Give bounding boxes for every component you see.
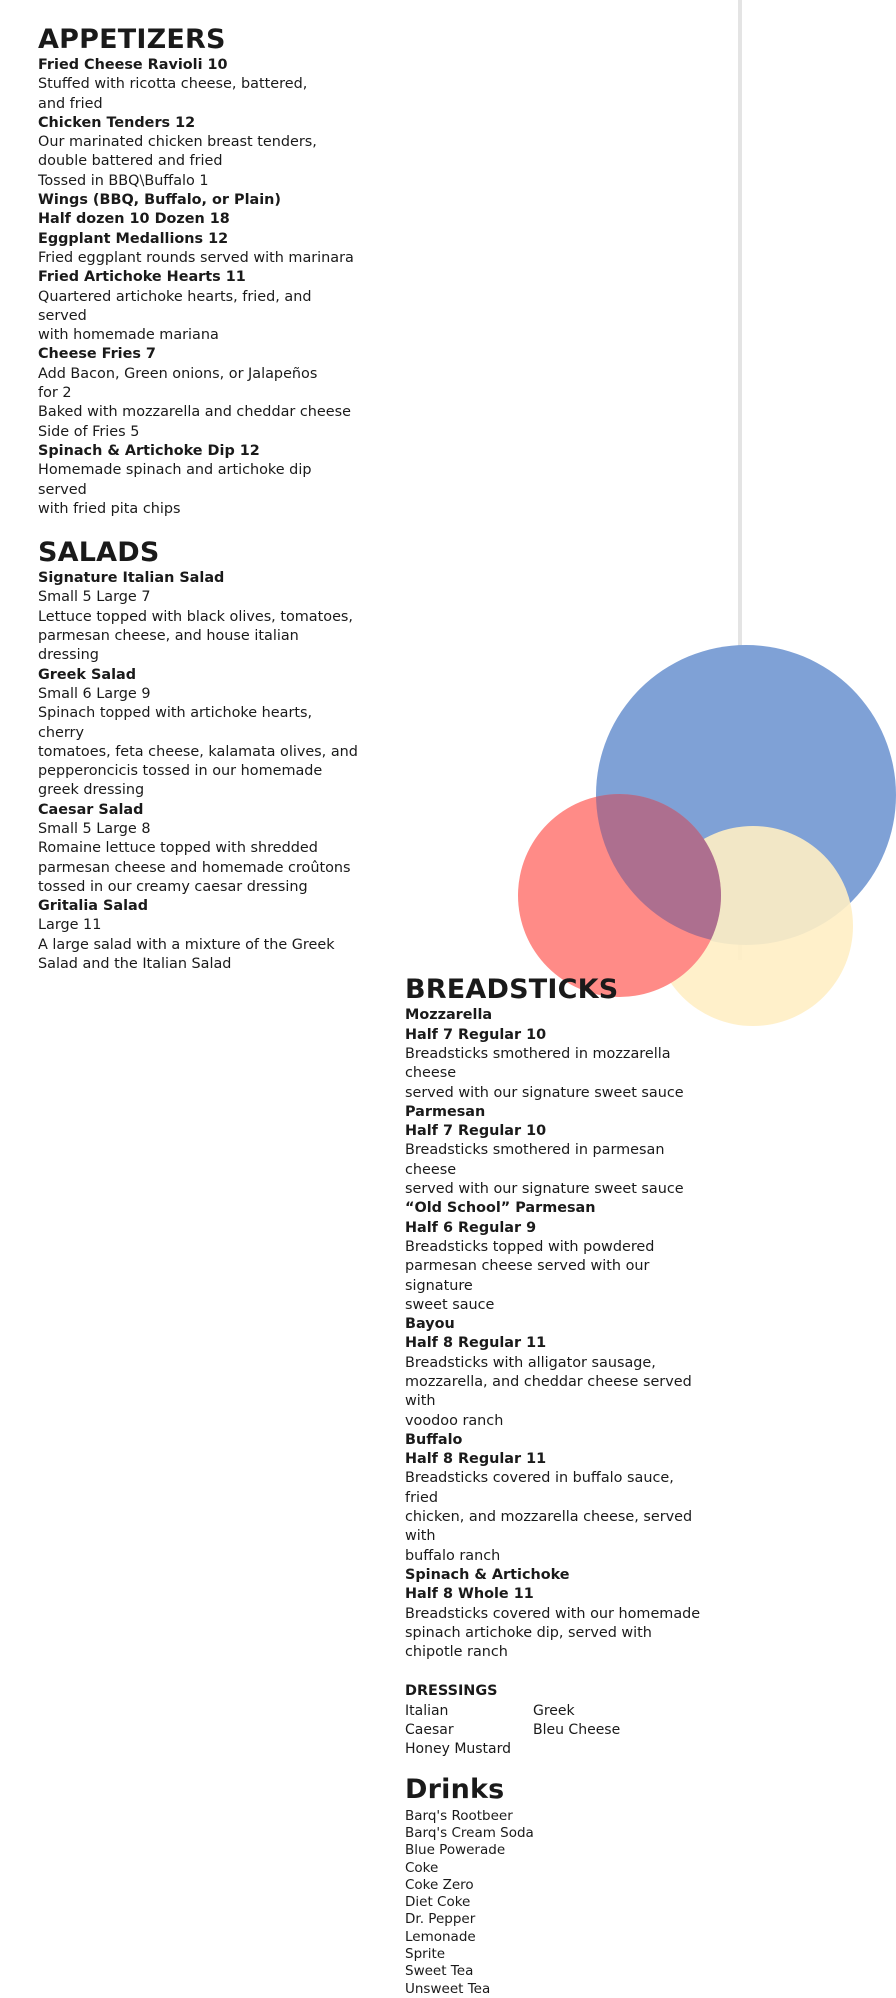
menu-item-line: spinach artichoke dip, served with: [405, 1624, 652, 1641]
dressings-list: [405, 1702, 710, 1760]
menu-item-price: Half 8 Whole 11: [405, 1586, 534, 1603]
menu-item-line: served with our signature sweet sauce: [405, 1181, 684, 1198]
drink-item: Blue Powerade: [405, 1842, 506, 1859]
menu-item-line: tossed in our creamy caesar dressing: [38, 878, 308, 895]
drinks-title: Drinks: [405, 1773, 505, 1805]
menu-item-line: Breadsticks covered in buffalo sauce, fried: [405, 1470, 674, 1506]
menu-item-price: Half 8 Regular 11: [405, 1335, 547, 1352]
drink-item: Unsweet Tea: [405, 1980, 491, 1997]
menu-item-line: parmesan cheese served with our signature: [405, 1258, 650, 1294]
menu-item-line: with homemade mariana: [38, 327, 219, 344]
menu-item-line: for 2: [38, 385, 72, 402]
menu-item-line: buffalo ranch: [405, 1547, 501, 1564]
drink-item: Sprite: [405, 1946, 446, 1963]
menu-item-line: Small 5 Large 7: [38, 589, 151, 606]
menu-item-name: Parmesan: [405, 1103, 486, 1120]
menu-item-name: Eggplant Medallions 12: [38, 230, 229, 247]
menu-item-line: Breadsticks with alligator sausage,: [405, 1354, 656, 1371]
menu-item-price: Half 8 Regular 11: [405, 1451, 547, 1468]
menu-item-line: tomatoes, feta cheese, kalamata olives, and: [38, 743, 358, 760]
menu-item-name: Gritalia Salad: [38, 898, 149, 915]
menu-item-line: Small 5 Large 8: [38, 820, 151, 837]
dressing-option: Caesar: [405, 1722, 454, 1739]
salads-title: SALADS: [38, 537, 160, 569]
dressing-option: Honey Mustard: [405, 1741, 512, 1758]
menu-item-line: Large 11: [38, 917, 102, 934]
appetizers-list: [38, 56, 358, 519]
menu-item-line: chicken, and mozzarella cheese, served with: [405, 1509, 693, 1545]
menu-item-line: Fried eggplant rounds served with marinara: [38, 249, 354, 266]
menu-item-name: Bayou: [405, 1316, 455, 1333]
appetizers-title: APPETIZERS: [38, 24, 226, 55]
right-column: [405, 974, 710, 1998]
menu-item-line: voodoo ranch: [405, 1412, 504, 1429]
menu-item-line: Stuffed with ricotta cheese, battered,: [38, 76, 308, 93]
menu-item-line: parmesan cheese, and house italian dressing: [38, 628, 299, 664]
menu-item-name: Half dozen 10 Dozen 18: [38, 211, 230, 228]
menu-item-line: Breadsticks smothered in parmesan cheese: [405, 1142, 665, 1178]
menu-item-line: Quartered artichoke hearts, fried, and served: [38, 288, 312, 324]
menu-item-line: Romaine lettuce topped with shredded: [38, 840, 318, 857]
drink-item: Coke Zero: [405, 1876, 474, 1893]
drink-item: Barq's Cream Soda: [405, 1824, 534, 1841]
menu-item-line: Salad and the Italian Salad: [38, 956, 232, 973]
dressing-option: Italian: [405, 1702, 449, 1719]
menu-item-name: “Old School” Parmesan: [405, 1200, 596, 1217]
menu-item-line: and fried: [38, 95, 103, 112]
menu-item-price: Half 6 Regular 9: [405, 1219, 537, 1236]
menu-item-name: Mozzarella: [405, 1007, 493, 1024]
menu-item-line: Breadsticks topped with powdered: [405, 1238, 655, 1255]
drink-item: Diet Coke: [405, 1894, 471, 1911]
menu-item-name: Caesar Salad: [38, 801, 144, 818]
drink-item: Barq's Rootbeer: [405, 1807, 513, 1824]
menu-item-line: Baked with mozzarella and cheddar cheese: [38, 404, 351, 421]
menu-item-line: Homemade spinach and artichoke dip served: [38, 462, 312, 498]
menu-item-line: Add Bacon, Green onions, or Jalapeños: [38, 365, 318, 382]
menu-item-name: Spinach & Artichoke: [405, 1566, 570, 1583]
menu-item-line: served with our signature sweet sauce: [405, 1084, 684, 1101]
menu-item-line: Tossed in BBQ\Buffalo 1: [38, 172, 209, 189]
menu-item-name: Wings (BBQ, Buffalo, or Plain): [38, 192, 281, 209]
menu-item-line: Our marinated chicken breast tenders,: [38, 134, 317, 151]
menu-item-line: Lettuce topped with black olives, tomatoes,: [38, 608, 353, 625]
menu-item-line: chipotle ranch: [405, 1644, 508, 1661]
drinks-list: [405, 1808, 710, 1998]
menu-item-line: Spinach topped with artichoke hearts, cherry: [38, 705, 313, 741]
menu-item-line: mozzarella, and cheddar cheese served with: [405, 1374, 692, 1410]
drink-item: Coke: [405, 1859, 439, 1876]
menu-item-name: Cheese Fries 7: [38, 346, 156, 363]
menu-item-name: Spinach & Artichoke Dip 12: [38, 442, 260, 459]
menu-item-line: with fried pita chips: [38, 500, 181, 517]
drink-item: Sweet Tea: [405, 1963, 474, 1980]
menu-item-line: A large salad with a mixture of the Greek: [38, 936, 335, 953]
breadsticks-title: BREADSTICKS: [405, 974, 619, 1006]
menu-item-price: Half 7 Regular 10: [405, 1123, 547, 1140]
menu-item-name: Fried Artichoke Hearts 11: [38, 269, 246, 286]
dressings-title: DRESSINGS: [405, 1683, 498, 1700]
menu-item-line: Breadsticks smothered in mozzarella cheese: [405, 1045, 671, 1082]
salads-list: [38, 569, 358, 974]
left-column: [38, 24, 358, 974]
menu-item-line: sweet sauce: [405, 1296, 495, 1313]
drink-item: Dr. Pepper: [405, 1911, 476, 1928]
menu-item-line: parmesan cheese and homemade croûtons: [38, 859, 351, 876]
menu-item-line: Breadsticks covered with our homemade: [405, 1605, 701, 1622]
dressing-option: Greek: [533, 1702, 575, 1719]
menu-item-line: greek dressing: [38, 782, 145, 799]
drink-item: Lemonade: [405, 1928, 476, 1945]
menu-item-line: Small 6 Large 9: [38, 685, 151, 702]
menu-item-line: Side of Fries 5: [38, 423, 140, 440]
menu-item-line: double battered and fried: [38, 153, 223, 170]
menu-item-line: pepperoncicis tossed in our homemade: [38, 763, 323, 780]
section-gap: [38, 519, 358, 537]
breadsticks-list: [405, 1006, 710, 1662]
dressing-option: Bleu Cheese: [533, 1722, 621, 1739]
menu-item-name: Fried Cheese Ravioli 10: [38, 57, 228, 73]
menu-item-price: Half 7 Regular 10: [405, 1026, 547, 1043]
menu-item-name: Greek Salad: [38, 666, 137, 683]
menu-item-name: Signature Italian Salad: [38, 570, 225, 587]
menu-item-name: Buffalo: [405, 1431, 463, 1448]
menu-item-name: Chicken Tenders 12: [38, 114, 196, 131]
